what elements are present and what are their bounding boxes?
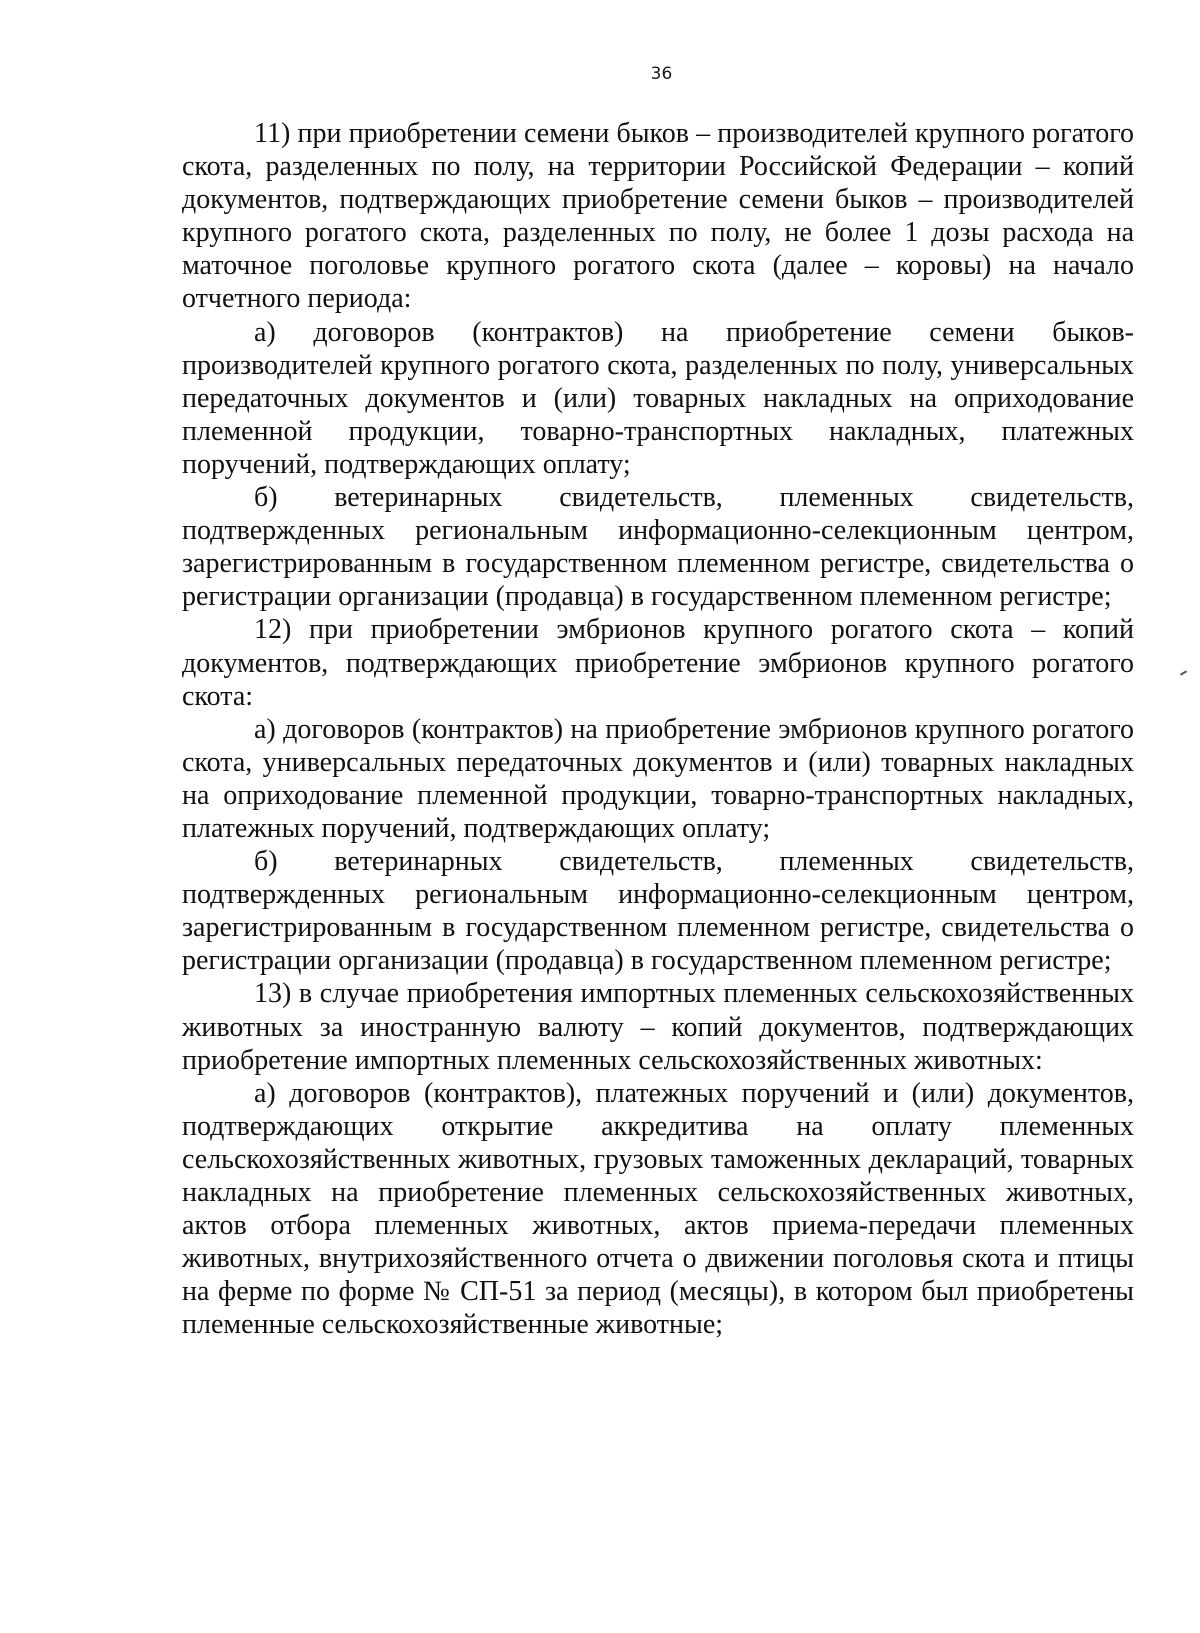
scan-artifact-mark	[1180, 670, 1187, 675]
paragraph-item-12: 12) при приобретении эмбрионов крупного рогатого скота – копий документов, подтверждающих приобретение эмбрионов крупного рогатого скота:	[182, 614, 1134, 712]
paragraph-item-13: 13) в случае приобретения импортных племенных сельскохозяйственных животных за иностранную валюту – копий документов, подтверждающих приобретение импортных племенных сельскохозяйственных животных:	[182, 978, 1134, 1076]
paragraph-item-11: 11) при приобретении семени быков – производителей крупного рогатого скота, разделенных по полу, на территории Российской Федерации – копий документов, подтверждающих приобретение семени быков – производителей крупного рогатого скота, разделенных по полу, не более 1 дозы расхода на маточное поголовье крупного рогатого скота (далее – коровы) на начало отчетного периода:	[182, 118, 1134, 315]
page-number: 36	[650, 64, 673, 84]
paragraph-item-12a: а) договоров (контрактов) на приобретение эмбрионов крупного рогатого скота, универсальных передаточных документов и (или) товарных накладных на оприходование племенной продукции, товарно-транспортных накладных, платежных поручений, подтверждающих оплату;	[182, 713, 1134, 844]
paragraph-item-11a: а) договоров (контрактов) на приобретение семени быков-производителей крупного рогатого скота, разделенных по полу, универсальных передаточных документов и (или) товарных накладных на оприходование племенной продукции, товарно-транспортных накладных, платежных поручений, подтверждающих оплату;	[182, 316, 1134, 480]
paragraph-item-11b: б) ветеринарных свидетельств, племенных свидетельств, подтвержденных региональным информационно-селекционным центром, зарегистрированным в государственном племенном регистре, свидетельства о регистрации организации (продавца) в государственном племенном регистре;	[182, 482, 1134, 613]
document-body	[182, 117, 1134, 1341]
paragraph-item-12b: б) ветеринарных свидетельств, племенных свидетельств, подтвержденных региональным информационно-селекционным центром, зарегистрированным в государственном племенном регистре, свидетельства о регистрации организации (продавца) в государственном племенном регистре;	[182, 846, 1134, 977]
paragraph-item-13a: а) договоров (контрактов), платежных поручений и (или) документов, подтверждающих открытие аккредитива на оплату племенных сельскохозяйственных животных, грузовых таможенных деклараций, товарных накладных на приобретение племенных сельскохозяйственных животных, актов отбора племенных животных, актов приема-передачи племенных животных, внутрихозяйственного отчета о движении поголовья скота и птицы на ферме по форме № СП-51 за период (месяцы), в котором был приобретены племенные сельскохозяйственные животные;	[182, 1077, 1134, 1341]
